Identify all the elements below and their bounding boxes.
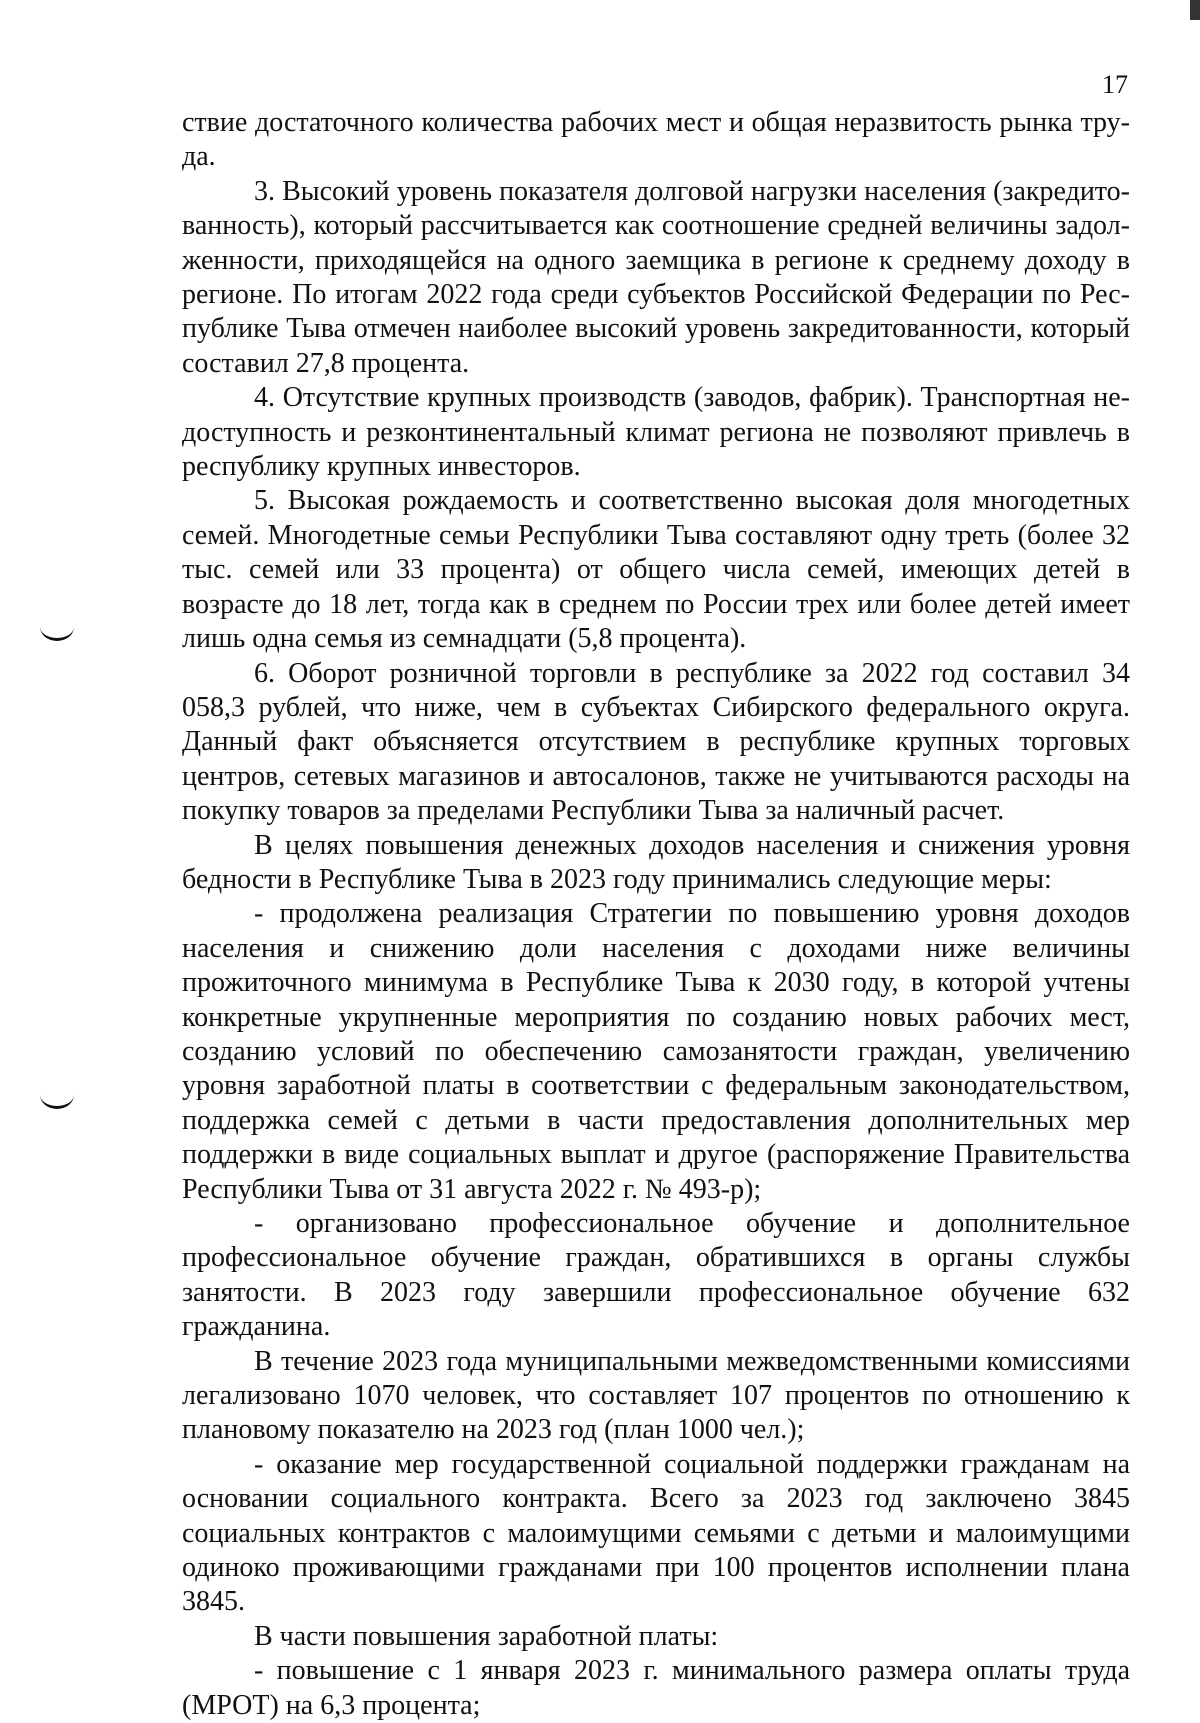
paragraph-wages-intro: В части повышения заработной платы: bbox=[254, 1620, 719, 1652]
paragraph-training: - организовано профессиональное обучение и дополнительное профессиональное обучение граждан, обратившихся в органы службы занятости. В 2023 году завершили профессиональное обучение 632 гражданина. bbox=[182, 1208, 1130, 1343]
paragraph-item-6: 6. Оборот розничной торговли в республике за 2022 год составил 34 058,3 рублей, что ниже, чем в субъектах Сибирского федерального округа. Данный факт объясняется отсутствием в республике крупных торговых центров, сетевых магазинов и автосалонов, также не учитываются расходы на покупку товаров за пределами Республики Тыва за наличный расчет. bbox=[182, 657, 1130, 827]
paragraph-social-contract: - оказание мер государственной социальной поддержки гражданам на основании социального контракта. Всего за 2023 год заключено 3845 социальных контрактов с малоимущими семьями с детьми и малоимущими одиноко проживающими гражданами при 100 процентов исполнении плана 3845. bbox=[182, 1448, 1130, 1618]
paragraph-item-4: 4. Отсутствие крупных производств (заводов, фабрик). Транспортная недоступность и резконтинентальный климат региона не позволяют привлечь в республику крупных инвесторов. bbox=[182, 382, 1130, 483]
paragraph-continuation: ствие достаточного количества рабочих мест и общая неразвитость рынка труда. bbox=[182, 107, 1130, 173]
scan-margin-mark bbox=[40, 1092, 74, 1109]
paragraph-item-3: 3. Высокий уровень показателя долговой нагрузки населения (закредитованность), который рассчитывается как соотношение средней величины задолженности, приходящейся на одного заемщика в регионе к среднему доходу в регионе. По итогам 2022 года среди субъектов Российской Федерации по Республике Тыва отмечен наиболее высокий уровень закредитованности, который составил 27,8 процента. bbox=[182, 175, 1130, 379]
paragraph-legalization: В течение 2023 года муниципальными межведомственными комиссиями легализовано 1070 человек, что составляет 107 процентов по отношению к плановому показателю на 2023 год (план 1000 чел.); bbox=[182, 1345, 1130, 1446]
paragraph-item-5: 5. Высокая рождаемость и соответственно высокая доля многодетных семей. Многодетные семьи Республики Тыва составляют одну треть (более 32 тыс. семей или 33 процента) от общего числа семей, имеющих детей в возрасте до 18 лет, тогда как в среднем по России трех или более детей имеет лишь одна семья из семнадцати (5,8 процента). bbox=[182, 485, 1130, 655]
paragraph-mrot: - повышение с 1 января 2023 г. минимального размера оплаты труда (МРОТ) на 6,3 процента; bbox=[182, 1655, 1130, 1721]
document-body bbox=[182, 106, 1130, 1723]
scan-corner-mark bbox=[1190, 0, 1200, 20]
scan-margin-mark bbox=[40, 624, 74, 641]
paragraph-measures-intro: В целях повышения денежных доходов населения и снижения уровня бедности в Республике Тыва в 2023 году принимались следующие меры: bbox=[182, 829, 1130, 895]
page-number: 17 bbox=[1102, 70, 1128, 99]
paragraph-strategy: - продолжена реализация Стратегии по повышению уровня доходов населения и снижению доли населения с доходами ниже величины прожиточного минимума в Республике Тыва к 2030 году, в которой учтены конкретные укрупненные мероприятия по созданию новых рабочих мест, созданию условий по обеспечению самозанятости граждан, увеличению уровня заработной платы в соответствии с федеральным законодательством, поддержка семей с детьми в части предоставления дополнительных мер поддержки в виде социальных выплат и другое (распоряжение Правительства Республики Тыва от 31 августа 2022 г. № 493-р); bbox=[182, 898, 1130, 1205]
